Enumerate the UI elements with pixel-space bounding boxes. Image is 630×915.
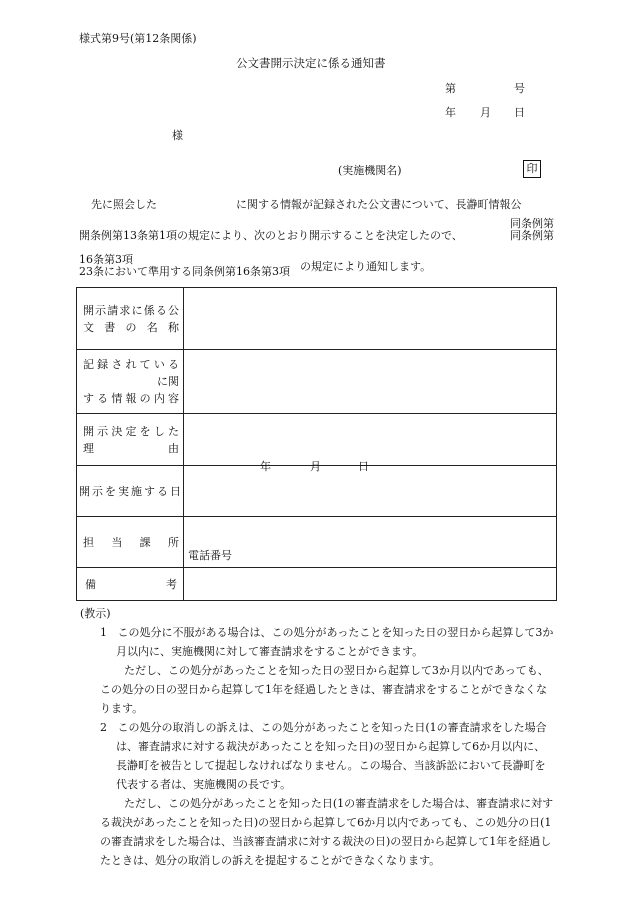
- instruction-item-1: [80, 623, 554, 661]
- document-title: 公文書開示決定に係る通知書: [236, 56, 386, 70]
- item-text: この処分に不服がある場合は、この処分があったことを知った日の翌日から起算して3か月以内に、実施機関に対して審査請求をすることができます。: [116, 626, 554, 658]
- disclosure-month: 月: [310, 460, 321, 473]
- number-go: 号: [514, 82, 525, 95]
- phone-number-label: 電話番号: [188, 549, 232, 562]
- row-disclosure-date: [77, 466, 557, 517]
- label-cell: [77, 466, 184, 517]
- body-line2: 開条例第13条第1項の規定により、次のとおり開示することを決定したので、: [79, 229, 463, 242]
- value-department: [184, 517, 557, 568]
- date-month: 月: [480, 106, 491, 119]
- row-document-name: [77, 288, 557, 350]
- label-department: 担当課所: [83, 535, 179, 549]
- disclosure-year: 年: [260, 460, 271, 473]
- body-line3-suffix: の規定により通知します。: [300, 260, 432, 273]
- label-reason-a: 開示決定をした: [83, 424, 179, 438]
- label-cell: [77, 288, 184, 350]
- disclosure-day: 日: [358, 460, 369, 473]
- body-line2-alternatives: [494, 218, 554, 242]
- row-information-content: [77, 350, 557, 414]
- body-line1-suffix: に関する情報が記録された公文書について、長瀞町情報公: [236, 198, 522, 211]
- label-info-b: に関: [157, 375, 179, 388]
- body-line3-alternatives: [79, 254, 290, 278]
- item-number: 1: [100, 626, 107, 639]
- label-remarks: 備考: [85, 577, 177, 591]
- row-department: [77, 517, 557, 568]
- instructions: [80, 604, 554, 870]
- disclosure-form-table: [76, 287, 557, 601]
- instruction-item-2: [80, 718, 554, 794]
- label-disclosure-date: 開示を実施する日: [79, 484, 181, 498]
- label-info-a: 記録されている: [83, 358, 179, 371]
- item-text: この処分の取消しの訴えは、この処分があったことを知った日(1の審査請求をした場合は、審査請求に対する裁決があったことを知った日)の翌日から起算して6か月以内に、長瀞町を被告として提起しなければなりません。この場合、当該訴訟において長瀞町を代表する者は、実施機関の長です。: [116, 721, 547, 791]
- date-year: 年: [445, 106, 456, 119]
- form-number: 様式第9号(第12条関係): [79, 32, 197, 45]
- value-decision-reason: [184, 414, 557, 466]
- body-line1-prefix: 先に照会した: [91, 198, 157, 211]
- alt-top: 同条例第: [510, 217, 554, 230]
- label-cell: [77, 414, 184, 466]
- seal-stamp: 印: [523, 160, 541, 178]
- value-document-name: [184, 288, 557, 350]
- agency-name: (実施機関名): [338, 164, 402, 177]
- date-day: 日: [514, 106, 525, 119]
- value-remarks: [184, 568, 557, 601]
- label-reason-b: 理由: [83, 441, 179, 455]
- instruction-item-1-proviso: ただし、この処分があったことを知った日の翌日から起算して3か月以内であっても、この処分の日の翌日から起算して1年を経過したときは、審査請求をすることができなくなります。: [100, 664, 549, 715]
- number-dai: 第: [445, 82, 456, 95]
- addressee-suffix: 様: [172, 129, 183, 142]
- value-information-content: [184, 350, 557, 414]
- item-number: 2: [100, 721, 107, 734]
- label-document-name: 開示請求に係る公文書の名称: [83, 303, 179, 334]
- instructions-heading: (教示): [80, 607, 111, 620]
- alt-top: 16条第3項: [79, 253, 133, 266]
- label-info-c: する情報の内容: [83, 392, 179, 405]
- value-disclosure-date: [184, 460, 557, 517]
- label-cell: [77, 517, 184, 568]
- label-cell: [77, 350, 184, 414]
- label-cell: [77, 568, 184, 601]
- instruction-item-2-proviso: ただし、この処分があったことを知った日(1の審査請求をした場合は、審査請求に対する裁決があったことを知った日)の翌日から起算して6か月以内であっても、この処分の日(1の審査請求をした場合は、当該審査請求に対する裁決の日)の翌日から起算して1年を経過したときは、処分の取消しの訴えを提起することができなくなります。: [100, 797, 554, 867]
- alt-bottom: 同条例第: [510, 229, 554, 242]
- row-remarks: [77, 568, 557, 601]
- alt-bottom: 23条において準用する同条例第16条第3項: [79, 265, 290, 278]
